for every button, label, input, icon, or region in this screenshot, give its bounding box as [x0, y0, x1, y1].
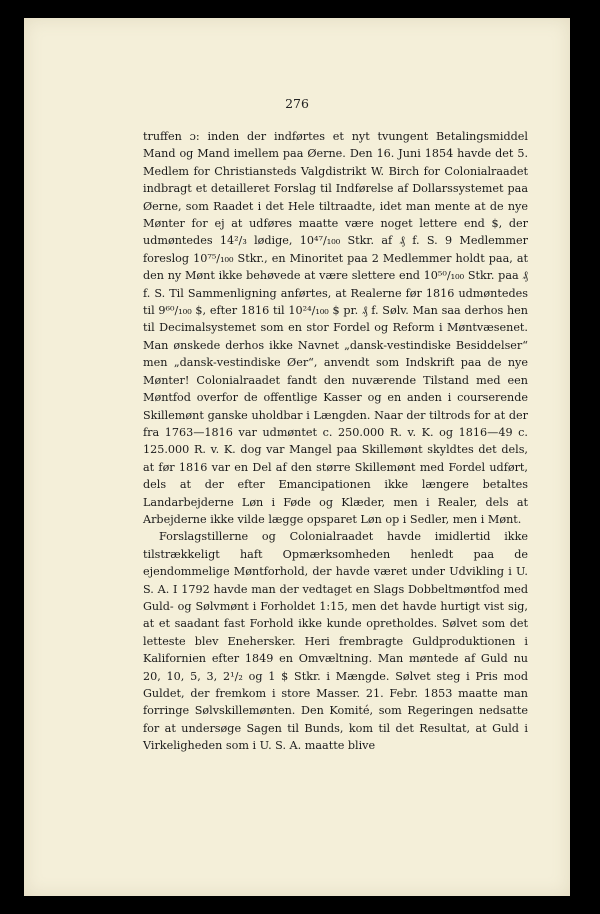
paragraph-2: Forslagstillerne og Colonialraadet havde imidlertid ikke tilstrækkeligt haft Opmærksomheden henledt paa de ejendommelige Møntforhold, der havde været under Udvikling i U. S. A. I 1792 havde man der vedtaget en Slags Dobbeltmøntfod med Guld- og Sølvmønt i Forholdet 1:15, men det havde hurtigt vist sig, at et saadant fast Forhold ikke kunde opretholdes. Sølvet som det letteste blev Enehersker. Heri frembragte Guldproduktionen i Kalifornien efter 1849 en Omvæltning. Man møntede af Guld nu 20, 10, 5, 3, 2¹/₂ og 1 $ Stkr. i Mængde. Sølvet steg i Pris mod Guldet, der fremkom i store Masser. 21. Febr. 1853 maatte man forringe Sølvskillemønten. Den Komité, som Regeringen nedsatte for at undersøge Sagen til Bunds, kom til det Resultat, at Guld i Virkeligheden som i U. S. A. maatte blive — [143, 530, 528, 753]
body-text — [143, 128, 528, 755]
book-page — [24, 18, 570, 896]
page-number: 276 — [285, 96, 309, 111]
paragraph-1: truffen ɔ: inden der indførtes et nyt tvungent Betalingsmiddel Mand og Mand imellem paa Øerne. Den 16. Juni 1854 havde det 5. Medlem for Christiansteds Valgdistrikt W. Birch for Colonialraadet indbragt et detailleret Forslag til Indførelse af Dollarssystemet paa Øerne, som Raadet i det Hele tiltraadte, idet man mente at de nye Mønter for ej at udføres maatte være noget lettere end $, der udmøntedes 14²/₃ lødige, 10⁴⁷/₁₀₀ Stkr. af ₰ f. S. 9 Medlemmer foreslog 10⁷⁵/₁₀₀ Stkr., en Minoritet paa 2 Medlemmer holdt paa, at den ny Mønt ikke behøvede at være slettere end 10⁵⁰/₁₀₀ Stkr. paa ₰ f. S. Til Sammenligning anførtes, at Realerne før 1816 udmøntedes til 9⁶⁰/₁₀₀ $, efter 1816 til 10²⁴/₁₀₀ $ pr. ₰ f. Sølv. Man saa derhos hen til Decimalsystemet som en stor Fordel og Reform i Møntvæsenet. Man ønskede derhos ikke Navnet „dansk-vestindiske Besiddelser“ men „dansk-vestindiske Øer“, anvendt som Indskrift paa de nye Mønter! Colonialraadet fandt den nuværende Tilstand med een Møntfod overfor de offentlige Kasser og en anden i courserende Skillemønt ganske uholdbar i Længden. Naar der tiltrods for at der fra 1763—1816 var udmøntet c. 250.000 R. v. K. og 1816—49 c. 125.000 R. v. K. dog var Mangel paa Skillemønt skyldtes det dels, at før 1816 var en Del af den større Skillemønt med Fordel udført, dels at der efter Emancipationen ikke længere betaltes Landarbejderne Løn i Føde og Klæder, men i Realer, dels at Arbejderne ikke vilde lægge opsparet Løn op i Sedler, men i Mønt. — [143, 130, 528, 526]
